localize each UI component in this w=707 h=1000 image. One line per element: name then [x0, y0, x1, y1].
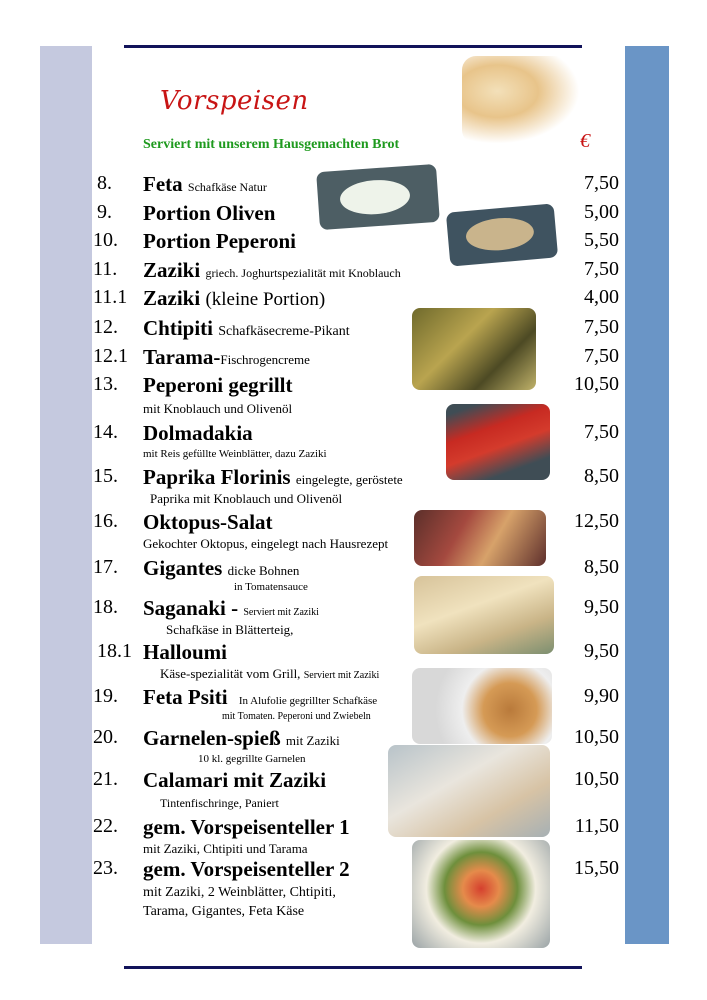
item-name: Zaziki [143, 286, 201, 310]
right-decorative-band [625, 46, 669, 944]
item-number: 13. [93, 373, 118, 395]
item-number: 16. [93, 510, 118, 532]
item-number: 11. [93, 258, 118, 280]
item-description: mit Tomaten. Peperoni und Zwiebeln [222, 711, 371, 722]
item-name: Halloumi [143, 640, 228, 664]
item-price: 11,50 [574, 815, 619, 837]
item-description: Schafkäse in Blätterteig, [166, 622, 294, 637]
item-price: 15,50 [574, 857, 619, 879]
item-note: griech. Joghurtspezialität mit Knoblauch [205, 266, 401, 280]
item-price: 9,50 [584, 640, 619, 662]
item-price: 7,50 [584, 258, 619, 280]
item-price: 8,50 [584, 465, 619, 487]
dip-plate-photo [446, 203, 558, 266]
octopus-salad-photo [414, 510, 546, 566]
item-price: 9,50 [584, 596, 619, 618]
item-description: mit Knoblauch und Olivenöl [143, 401, 293, 416]
item-number: 23. [93, 857, 118, 879]
item-note: mit Zaziki [285, 733, 340, 748]
item-price: 5,00 [584, 201, 619, 223]
item-price: 8,50 [584, 556, 619, 578]
item-price: 12,50 [574, 510, 619, 532]
item-name: gem. Vorspeisenteller 1 [143, 815, 350, 839]
item-price: 7,50 [584, 172, 619, 194]
item-number: 18. [93, 596, 118, 618]
item-number: 20. [93, 726, 118, 748]
item-description: Paprika mit Knoblauch und Olivenöl [150, 491, 343, 506]
item-number: 14. [93, 421, 118, 443]
bread-photo [462, 56, 580, 144]
item-name: gem. Vorspeisenteller 2 [143, 857, 350, 881]
item-description: mit Reis gefüllte Weinblätter, dazu Zaziki [143, 448, 327, 460]
item-price: 10,50 [574, 726, 619, 748]
calamari-plate-photo [412, 668, 552, 744]
grilled-peppers-photo [412, 308, 536, 390]
item-name: Feta Psiti [143, 685, 228, 709]
item-number: 19. [93, 685, 118, 707]
red-peppers-photo [446, 404, 550, 480]
item-name: Peperoni gegrillt [143, 373, 293, 397]
item-description: Käse-spezialität vom Grill, [160, 666, 301, 681]
item-name: Calamari mit Zaziki [143, 768, 327, 792]
item-note: Fischrogencreme [220, 352, 310, 367]
item-name: Tarama- [143, 345, 221, 369]
bottom-rule [124, 966, 582, 969]
item-price: 7,50 [584, 316, 619, 338]
item-note: Schafkäsecreme-Pikant [218, 324, 350, 339]
left-decorative-band [40, 46, 92, 944]
item-price: 10,50 [574, 768, 619, 790]
item-name: Zaziki [143, 258, 201, 282]
top-rule [124, 45, 582, 48]
item-description: in Tomatensauce [234, 581, 308, 593]
item-number: 12.1 [93, 345, 128, 367]
item-price: 9,90 [584, 685, 619, 707]
item-number: 9. [97, 201, 112, 223]
saganaki-photo [414, 576, 554, 654]
page-subtitle: Serviert mit unserem Hausgemachten Brot [143, 137, 400, 152]
item-price: 4,00 [584, 286, 619, 308]
item-name: Oktopus-Salat [143, 510, 273, 534]
item-price: 7,50 [584, 345, 619, 367]
page-title: Vorspeisen [160, 86, 309, 116]
item-note: dicke Bohnen [227, 563, 300, 578]
item-description: mit Zaziki, 2 Weinblätter, Chtipiti, [143, 885, 336, 900]
item-note: (kleine Portion) [205, 289, 326, 310]
item-name: Dolmadakia [143, 421, 253, 445]
item-note: Serviert mit Zaziki [303, 670, 380, 681]
item-name: Gigantes [143, 556, 223, 580]
item-note: Schafkäse Natur [187, 180, 267, 194]
item-name: Garnelen-spieß [143, 726, 281, 750]
item-number: 12. [93, 316, 118, 338]
item-number: 18.1 [97, 640, 132, 662]
dips-tray-photo [388, 745, 550, 837]
item-name: Chtipiti [143, 316, 214, 340]
item-number: 11.1 [93, 286, 128, 308]
item-description: mit Zaziki, Chtipiti und Tarama [143, 841, 308, 856]
item-number: 15. [93, 465, 118, 487]
item-name: Feta [143, 172, 183, 196]
currency-symbol: € [580, 130, 590, 152]
feta-plate-photo [316, 164, 440, 230]
item-number: 17. [93, 556, 118, 578]
appetizer-platter-photo [412, 840, 550, 948]
item-description: Gekochter Oktopus, eingelegt nach Hausrezept [143, 536, 389, 551]
item-price: 7,50 [584, 421, 619, 443]
item-price: 5,50 [584, 229, 619, 251]
item-description: Tarama, Gigantes, Feta Käse [143, 904, 305, 919]
item-name: Portion Peperoni [143, 229, 297, 253]
item-description: Tintenfischringe, Paniert [160, 796, 279, 810]
item-note: eingelegte, geröstete [295, 472, 403, 487]
item-number: 8. [97, 172, 112, 194]
item-number: 21. [93, 768, 118, 790]
item-note: Serviert mit Zaziki [243, 607, 319, 618]
item-description: 10 kl. gegrillte Garnelen [198, 753, 306, 765]
item-price: 10,50 [574, 373, 619, 395]
item-number: 10. [93, 229, 118, 251]
item-note: In Alufolie gegrillter Schafkäse [238, 695, 378, 707]
item-name: Portion Oliven [143, 201, 276, 225]
item-name: Paprika Florinis [143, 465, 291, 489]
item-number: 22. [93, 815, 118, 837]
item-name: Saganaki - [143, 596, 239, 620]
